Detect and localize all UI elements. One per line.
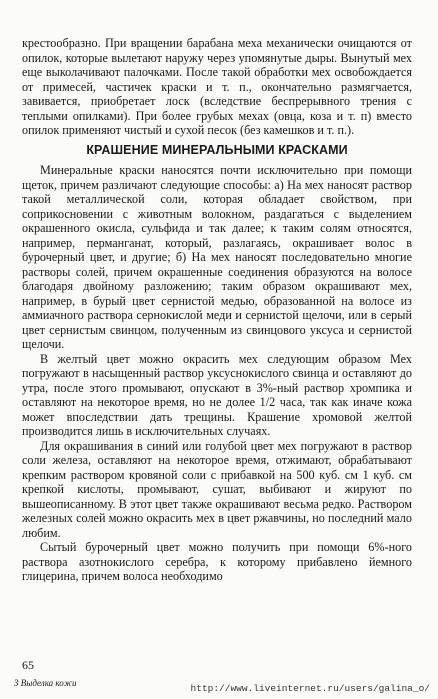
paragraph-blue: Для окрашивания в синий или голубой цвет мех погружают в раствор соли железа, оставляют на некоторое время, отжимают, обрабатывают крепким раствором кровяной соли с прибавкой на 500 куб. см 1 куб. см крепкой кислоты, промывают, сушат, выбивают и жируют по вышеописанному. В этот цвет также окрашивают весьма редко. Раствором железных солей можно окрасить мех в цвет ржавчины, но последний мало любим.: [22, 438, 412, 540]
body-text: [22, 36, 412, 584]
source-watermark: http://www.liveinternet.ru/users/galina_o/: [190, 683, 430, 694]
page-number: 65: [22, 658, 34, 672]
paragraph-continuation: крестообразно. При вращении барабана меха механически очищаются от опилок, которые вылетают наружу через упомянутые дыры. Вынутый мех еще выколачивают палочками. После такой обработки мех освобождается от примесей, частичек краски и т. п., окончательно размягчается, завивается, приобретает лоск (вследствие беспрерывного трения с теплыми опилками). При более грубых мехах (овца, коза и т. п) вместо опилок применяют чистый и сухой песок (без камешков и т. п.).: [22, 36, 412, 137]
paragraph-yellow: В желтый цвет можно окрасить мех следующим образом Мех погружают в насыщенный раствор уксуснокислого свинца и оставляют до утра, после этого промывают, опускают в 3%-ный раствор хромпика и оставляют на некоторое время, но не долее 1/2 часа, так как иначе кожа может впоследствии дать трещины. Крашение хромовой желтой производится лишь в исключительных случаях.: [22, 351, 412, 438]
paragraph-brown-black: Сытый бурочерный цвет можно получить при помощи 6%-ного раствора азотнокислого серебра, к которому прибавлено йемного глицерина, причем волоса необходимо: [22, 540, 412, 583]
footer-section-label: 3 Выделка кожи: [14, 678, 77, 688]
section-heading: КРАШЕНИЕ МИНЕРАЛЬНЫМИ КРАСКАМИ: [86, 142, 348, 157]
paragraph-mineral-paints: Минеральные краски наносятся почти исключительно при помощи щеток, причем различают следующие способы: а) На мех наносят раствор такой металлической соли, которая обладает свойством, при соприкосновении с животным волокном, раздагаться с выделением окрашенного окисла, сульфида и так далее; к таким солям относятся, например, перманганат, который, разлагаясь, окрашивает волос в бурочерный цвет, и другие; б) На мех наносят последовательно многие растворы солей, причем окрашенные соединения образуются на волосе благодаря двойному разложению; таким образом окрашивают мех, например, в бурый цвет сернистой медью, образованной на волосе из аммиачного раствора сернокислой меди и сернистой щелочи, или в серый цвет сернистым свинцом, полученным из свинцового уксуса и сернистой щелочи.: [22, 163, 412, 351]
